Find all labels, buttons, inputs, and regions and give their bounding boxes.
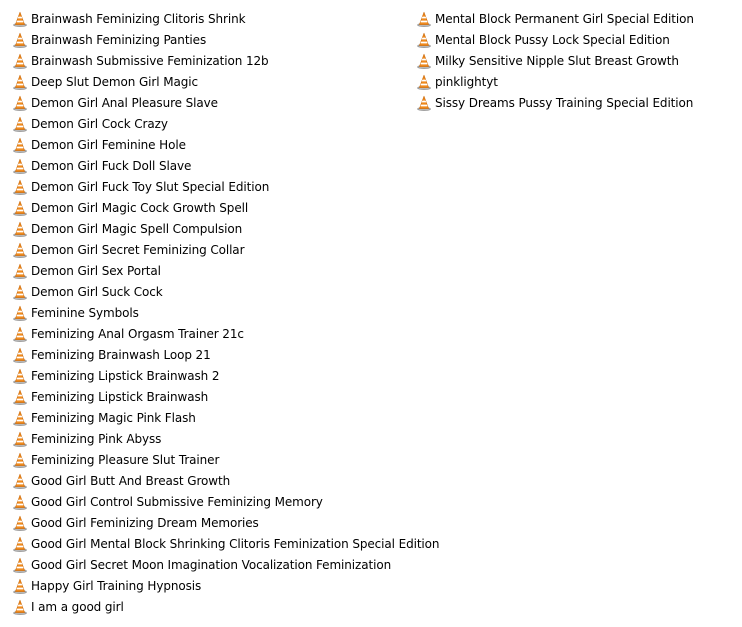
file-item[interactable] <box>10 470 406 491</box>
file-item-label: Good Girl Feminizing Dream Memories <box>31 515 259 530</box>
file-item[interactable] <box>10 155 406 176</box>
file-item-label: Demon Girl Secret Feminizing Collar <box>31 242 245 257</box>
file-item-label: Good Girl Secret Moon Imagination Vocalization Feminization <box>31 557 392 572</box>
vlc-media-file-icon <box>12 557 28 573</box>
file-item[interactable] <box>414 29 734 50</box>
file-item-label: I am a good girl <box>31 599 124 614</box>
vlc-media-file-icon <box>12 158 28 174</box>
file-item-label: Feminizing Anal Orgasm Trainer 21c <box>31 326 244 341</box>
file-item[interactable] <box>414 8 734 29</box>
vlc-media-file-icon <box>12 242 28 258</box>
file-item[interactable] <box>10 344 406 365</box>
file-item[interactable] <box>10 281 406 302</box>
file-item-label: Sissy Dreams Pussy Training Special Edition <box>435 95 694 110</box>
vlc-media-file-icon <box>12 137 28 153</box>
file-item-label: Deep Slut Demon Girl Magic <box>31 74 198 89</box>
vlc-media-file-icon <box>12 200 28 216</box>
file-item[interactable] <box>10 113 406 134</box>
file-item-label: Demon Girl Magic Cock Growth Spell <box>31 200 249 215</box>
vlc-media-file-icon <box>12 515 28 531</box>
vlc-media-file-icon <box>12 32 28 48</box>
file-item-label: Demon Girl Fuck Doll Slave <box>31 158 192 173</box>
file-item[interactable] <box>10 386 406 407</box>
file-item-label: Feminine Symbols <box>31 305 139 320</box>
file-item-label: Happy Girl Training Hypnosis <box>31 578 202 593</box>
file-item[interactable] <box>10 596 406 617</box>
file-item-label: Mental Block Permanent Girl Special Edition <box>435 11 694 26</box>
file-item[interactable] <box>10 554 406 575</box>
file-item-label: Demon Girl Anal Pleasure Slave <box>31 95 218 110</box>
file-item[interactable] <box>10 491 406 512</box>
vlc-media-file-icon <box>12 95 28 111</box>
vlc-media-file-icon <box>12 116 28 132</box>
file-item[interactable] <box>10 365 406 386</box>
file-item[interactable] <box>10 428 406 449</box>
file-item[interactable] <box>10 449 406 470</box>
file-item[interactable] <box>10 50 406 71</box>
file-item-label: Feminizing Brainwash Loop 21 <box>31 347 211 362</box>
file-item[interactable] <box>10 8 406 29</box>
file-item[interactable] <box>10 323 406 344</box>
file-item-label: Good Girl Control Submissive Feminizing Memory <box>31 494 323 509</box>
vlc-media-file-icon <box>12 347 28 363</box>
vlc-media-file-icon <box>12 578 28 594</box>
file-item-label: Feminizing Magic Pink Flash <box>31 410 196 425</box>
file-item[interactable] <box>10 71 406 92</box>
file-item-label: Feminizing Lipstick Brainwash 2 <box>31 368 220 383</box>
vlc-media-file-icon <box>12 11 28 27</box>
vlc-media-file-icon <box>12 368 28 384</box>
file-item[interactable] <box>10 92 406 113</box>
vlc-media-file-icon <box>12 473 28 489</box>
file-item-label: Feminizing Lipstick Brainwash <box>31 389 209 404</box>
file-item[interactable] <box>414 50 734 71</box>
file-list-column-2 <box>414 8 734 113</box>
vlc-media-file-icon <box>12 452 28 468</box>
file-item[interactable] <box>10 260 406 281</box>
file-item-label: Demon Girl Cock Crazy <box>31 116 168 131</box>
file-item[interactable] <box>10 29 406 50</box>
file-item[interactable] <box>414 71 734 92</box>
vlc-media-file-icon <box>12 221 28 237</box>
file-item[interactable] <box>10 533 440 554</box>
vlc-media-file-icon <box>12 389 28 405</box>
vlc-media-file-icon <box>12 431 28 447</box>
file-item-label: Demon Girl Magic Spell Compulsion <box>31 221 243 236</box>
vlc-media-file-icon <box>12 263 28 279</box>
vlc-media-file-icon <box>416 11 432 27</box>
vlc-media-file-icon <box>12 284 28 300</box>
vlc-media-file-icon <box>12 305 28 321</box>
file-item-label: Good Girl Mental Block Shrinking Clitoris Feminization Special Edition <box>31 536 440 551</box>
vlc-media-file-icon <box>416 74 432 90</box>
file-item-label: Brainwash Feminizing Panties <box>31 32 207 47</box>
file-item[interactable] <box>10 134 406 155</box>
file-item-label: Demon Girl Sex Portal <box>31 263 161 278</box>
vlc-media-file-icon <box>12 326 28 342</box>
file-item-label: Mental Block Pussy Lock Special Edition <box>435 32 670 47</box>
vlc-media-file-icon <box>12 599 28 615</box>
file-item-label: Brainwash Feminizing Clitoris Shrink <box>31 11 246 26</box>
vlc-media-file-icon <box>12 74 28 90</box>
file-item[interactable] <box>10 575 406 596</box>
file-item[interactable] <box>10 218 406 239</box>
file-item-label: Demon Girl Fuck Toy Slut Special Edition <box>31 179 270 194</box>
file-item[interactable] <box>10 239 406 260</box>
file-item-label: Feminizing Pink Abyss <box>31 431 162 446</box>
file-item[interactable] <box>10 407 406 428</box>
file-item[interactable] <box>10 512 406 533</box>
file-item[interactable] <box>10 302 406 323</box>
vlc-media-file-icon <box>416 53 432 69</box>
vlc-media-file-icon <box>12 494 28 510</box>
vlc-media-file-icon <box>416 95 432 111</box>
file-item[interactable] <box>10 197 406 218</box>
file-item-label: Good Girl Butt And Breast Growth <box>31 473 231 488</box>
file-item-label: Brainwash Submissive Feminization 12b <box>31 53 269 68</box>
file-item-label: pinklightyt <box>435 74 498 89</box>
vlc-media-file-icon <box>12 179 28 195</box>
file-item-label: Feminizing Pleasure Slut Trainer <box>31 452 220 467</box>
file-item-label: Demon Girl Suck Cock <box>31 284 163 299</box>
vlc-media-file-icon <box>12 536 28 552</box>
vlc-media-file-icon <box>12 53 28 69</box>
file-item[interactable] <box>10 176 406 197</box>
file-list-column-1 <box>10 8 440 617</box>
vlc-media-file-icon <box>416 32 432 48</box>
vlc-media-file-icon <box>12 410 28 426</box>
file-item[interactable] <box>414 92 734 113</box>
file-item-label: Milky Sensitive Nipple Slut Breast Growth <box>435 53 679 68</box>
file-item-label: Demon Girl Feminine Hole <box>31 137 186 152</box>
